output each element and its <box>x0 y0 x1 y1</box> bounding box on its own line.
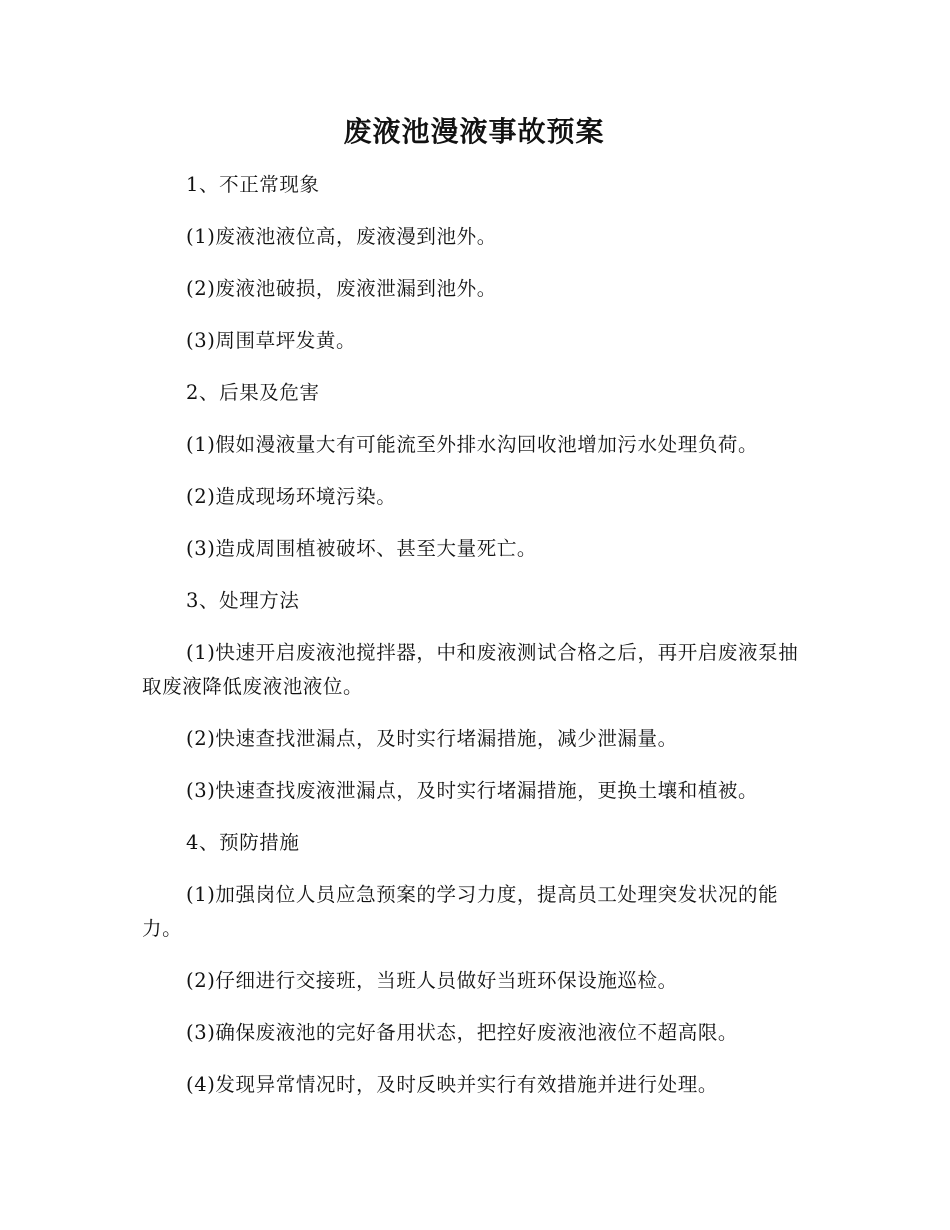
paragraph: (3)造成周围植被破坏、甚至大量死亡。 <box>186 537 538 560</box>
section-heading-1: 1、不正常现象 <box>186 173 320 196</box>
document-title: 废液池漫液事故预案 <box>343 115 605 148</box>
paragraph: (2)废液池破损，废液泄漏到池外。 <box>186 277 497 300</box>
paragraph: (2)仔细进行交接班，当班人员做好当班环保设施巡检。 <box>186 969 678 992</box>
paragraph: (2)造成现场环境污染。 <box>186 485 397 508</box>
paragraph: (2)快速查找泄漏点，及时实行堵漏措施，减少泄漏量。 <box>186 727 678 750</box>
section-heading-2: 2、后果及危害 <box>186 381 320 404</box>
paragraph: (1)假如漫液量大有可能流至外排水沟回收池增加污水处理负荷。 <box>186 433 759 456</box>
paragraph: (3)确保废液池的完好备用状态，把控好废液池液位不超高限。 <box>186 1021 739 1044</box>
paragraph: (1)废液池液位高，废液漫到池外。 <box>186 225 497 248</box>
paragraph: (4)发现异常情况时，及时反映并实行有效措施并进行处理。 <box>186 1073 718 1096</box>
section-heading-4: 4、预防措施 <box>186 831 300 854</box>
paragraph: (1)快速开启废液池搅拌器，中和废液测试合格之后，再开启废液泵抽取废液降低废液池液位。 <box>142 641 799 698</box>
paragraph: (3)快速查找废液泄漏点，及时实行堵漏措施，更换土壤和植被。 <box>186 779 759 802</box>
paragraph: (3)周围草坪发黄。 <box>186 329 357 352</box>
section-heading-3: 3、处理方法 <box>186 589 300 612</box>
paragraph: (1)加强岗位人员应急预案的学习力度，提高员工处理突发状况的能力。 <box>142 883 779 940</box>
